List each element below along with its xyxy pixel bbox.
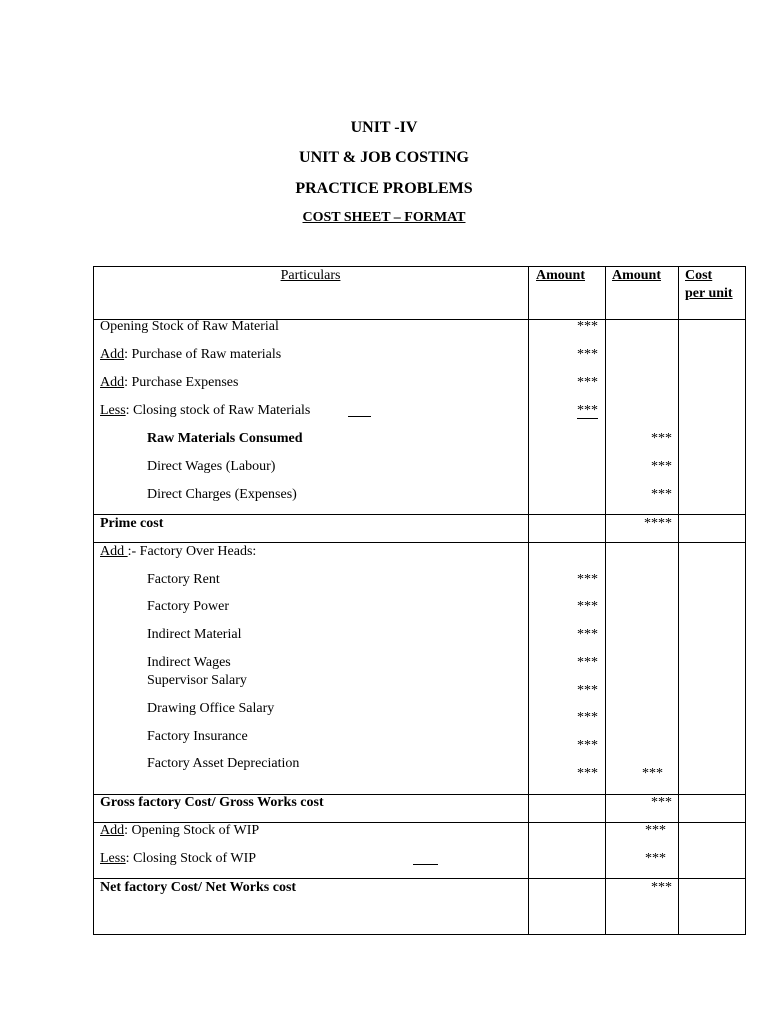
less-closing-stock-raw-materials: Less: Closing stock of Raw Materials <box>100 403 311 418</box>
gross-factory-cost-label: Gross factory Cost/ Gross Works cost <box>100 795 324 810</box>
overhead-item-label: Factory Asset Depreciation <box>147 756 300 771</box>
overhead-item-label: Indirect Material <box>147 627 242 642</box>
table-divider-cost-per-unit <box>678 266 679 935</box>
less-closing-stock-wip: Less: Closing Stock of WIP <box>100 851 257 866</box>
overhead-item-amount: *** <box>577 710 598 725</box>
header-amount-2: Amount <box>612 268 662 283</box>
overhead-item-label: Factory Power <box>147 599 230 614</box>
prime-cost-bottom <box>93 542 746 543</box>
factory-overheads-label: Add :- Factory Over Heads: <box>100 544 257 559</box>
subtitle-heading: COST SHEET – FORMAT <box>302 210 466 225</box>
factory-overheads-total-amount: *** <box>642 766 663 781</box>
overhead-item-label: Drawing Office Salary <box>147 701 275 716</box>
overhead-item-amount: *** <box>577 683 598 698</box>
add-purchase-raw-materials: Add: Purchase of Raw materials <box>100 347 282 362</box>
overhead-item-amount: *** <box>577 572 598 587</box>
add-opening-stock-wip: Add: Opening Stock of WIP <box>100 823 260 838</box>
table-border-right <box>745 266 746 935</box>
overhead-item-amount: *** <box>577 627 598 642</box>
header-cost-per-unit-line1: Cost <box>685 268 713 283</box>
overhead-item-label: Indirect Wages <box>147 655 231 670</box>
direct-charges: Direct Charges (Expenses) <box>147 487 297 502</box>
table-divider-amount2 <box>605 266 606 935</box>
direct-wages: Direct Wages (Labour) <box>147 459 276 474</box>
raw-materials-consumed: Raw Materials Consumed <box>147 431 303 446</box>
header-particulars: Particulars <box>280 268 341 283</box>
overhead-item-label: Supervisor Salary <box>147 673 247 688</box>
opening-stock-raw-material: Opening Stock of Raw Material <box>100 319 279 334</box>
overhead-item-amount: *** <box>577 599 598 614</box>
direct-charges-amount: *** <box>651 487 672 502</box>
opening-stock-wip-amount: *** <box>645 823 666 838</box>
prime-cost-label: Prime cost <box>100 516 164 531</box>
closing-stock-wip-amount: *** <box>645 851 666 866</box>
table-border-bottom <box>93 934 746 935</box>
unit-heading: UNIT -IV <box>350 119 418 136</box>
header-cost-per-unit-line2: per unit <box>685 286 733 301</box>
section-heading: PRACTICE PROBLEMS <box>295 180 473 197</box>
direct-wages-amount: *** <box>651 459 672 474</box>
header-amount-1: Amount <box>536 268 586 283</box>
topic-heading: UNIT & JOB COSTING <box>299 149 469 166</box>
table-divider-amount1 <box>528 266 529 935</box>
net-factory-cost-label: Net factory Cost/ Net Works cost <box>100 880 297 895</box>
net-factory-top <box>93 878 746 879</box>
closing-stock-blank-line <box>348 416 371 417</box>
overhead-item-amount: *** <box>577 655 598 670</box>
raw-materials-consumed-amount: *** <box>651 431 672 446</box>
overhead-item-amount: *** <box>577 738 598 753</box>
overhead-item-amount: *** <box>577 766 598 781</box>
prime-cost-amount: **** <box>644 516 672 531</box>
prime-cost-top <box>93 514 746 515</box>
overhead-item-label: Factory Insurance <box>147 729 248 744</box>
add-purchase-expenses: Add: Purchase Expenses <box>100 375 239 390</box>
table-border-top <box>93 266 746 267</box>
purchase-raw-materials-amount: *** <box>577 347 598 362</box>
closing-wip-blank-line <box>413 864 438 865</box>
net-factory-cost-amount: *** <box>651 880 672 895</box>
closing-stock-amount: *** <box>577 403 598 418</box>
gross-factory-cost-amount: *** <box>651 795 672 810</box>
table-border-left <box>93 266 94 935</box>
overhead-item-label: Factory Rent <box>147 572 220 587</box>
opening-stock-amount: *** <box>577 319 598 334</box>
purchase-expenses-amount: *** <box>577 375 598 390</box>
